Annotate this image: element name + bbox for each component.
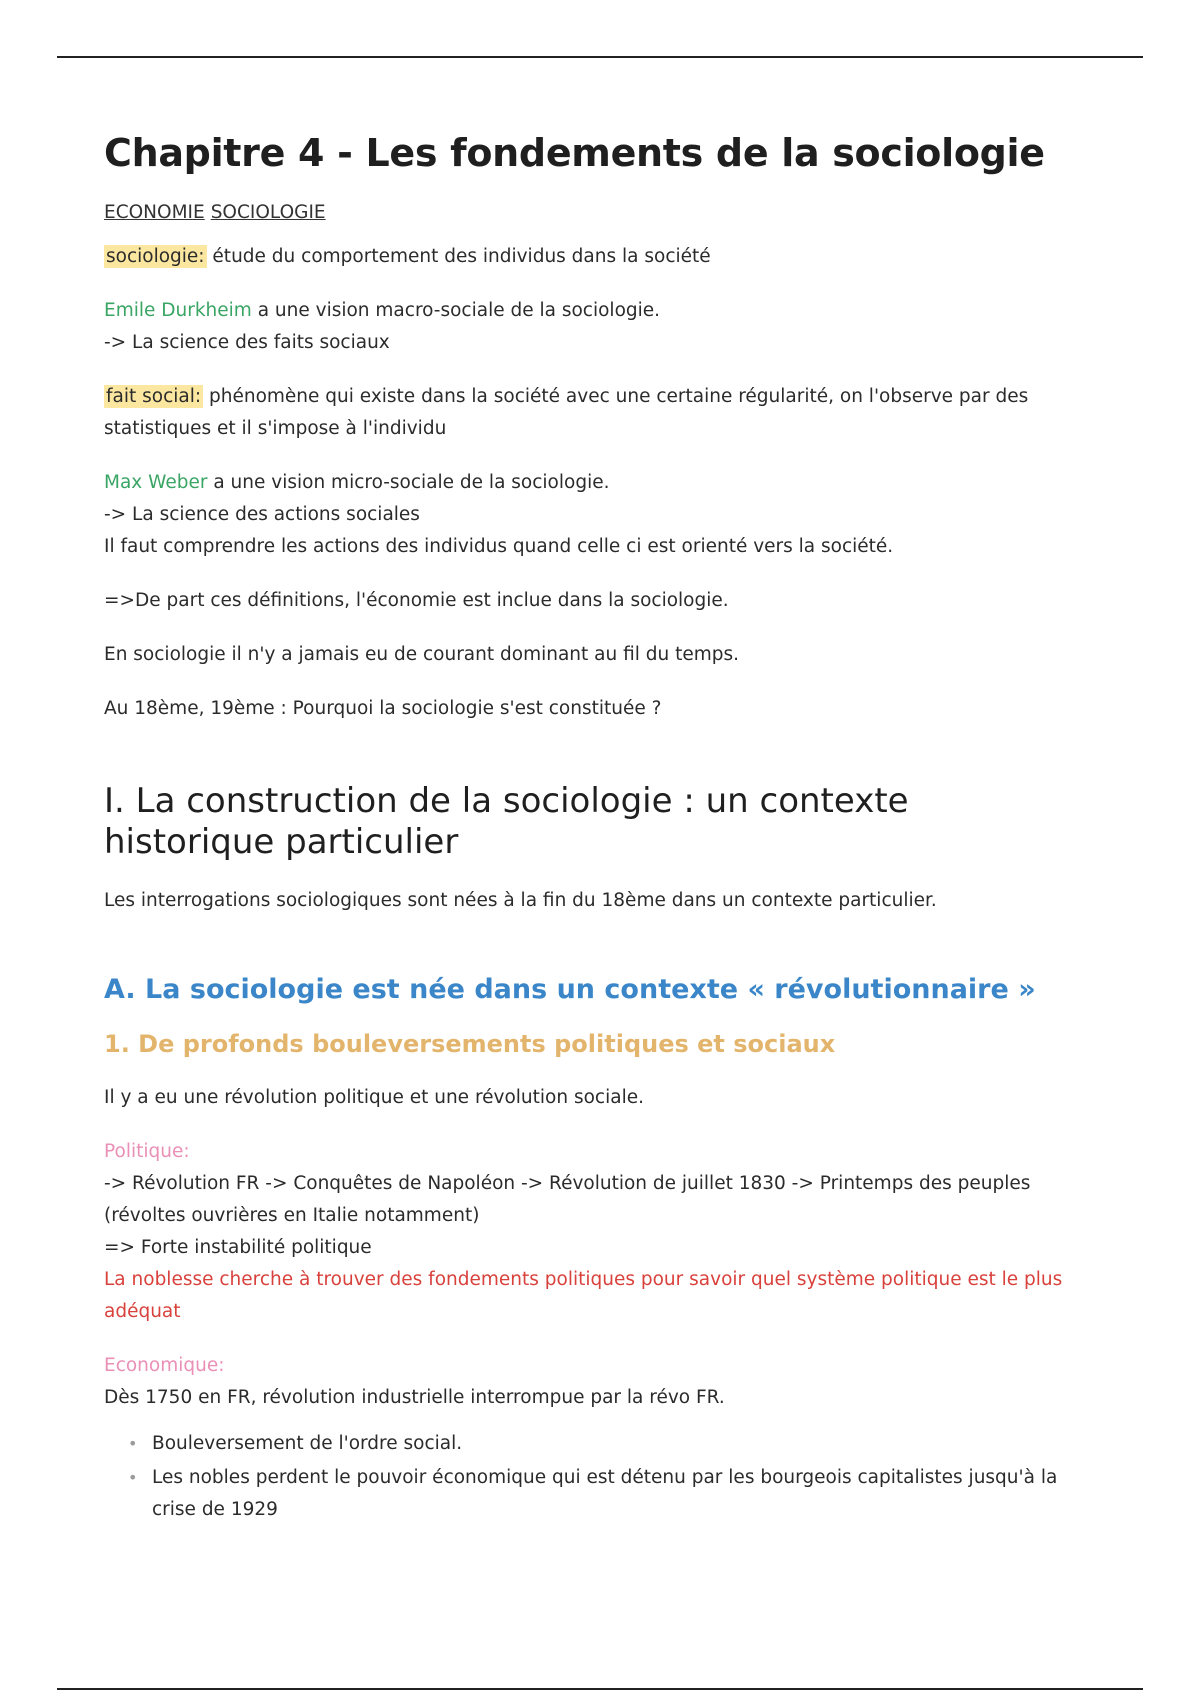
economique-label: Economique:: [104, 1355, 225, 1376]
subsection-1-title: 1. De profonds bouleversements politiques et sociaux: [104, 1030, 836, 1058]
highlighted-term: sociologie:: [106, 246, 205, 267]
bullet-list: [104, 1428, 1084, 1526]
list-item: • Les nobles perdent le pouvoir économique qui est détenu par les bourgeois capitalistes jusqu'à la crise de 1929: [152, 1462, 1084, 1526]
politique-line-1: -> Révolution FR -> Conquêtes de Napoléon -> Révolution de juillet 1830 -> Printemps des peuples (révoltes ouvrières en Italie notamment): [104, 1173, 1031, 1226]
top-divider: [57, 56, 1143, 58]
tag-economie[interactable]: ECONOMIE: [104, 202, 205, 223]
durkheim-arrow: -> La science des faits sociaux: [104, 332, 390, 353]
weber-line: [104, 467, 1084, 499]
definition-sociologie: [104, 241, 1084, 273]
weber-extra: Il faut comprendre les actions des individus quand celle ci est orienté vers la société.: [104, 536, 894, 557]
conclusion: =>De part ces définitions, l'économie est inclue dans la sociologie.: [104, 590, 729, 611]
definition-text: phénomène qui existe dans la société avec une certaine régularité, on l'observe par des statistiques et il s'impose à l'individu: [104, 386, 1029, 439]
subsection-intro: Il y a eu une révolution politique et une révolution sociale.: [104, 1087, 644, 1108]
politique-block: [104, 1136, 1084, 1328]
definition-text: étude du comportement des individus dans la société: [206, 246, 711, 267]
weber-text: a une vision micro-sociale de la sociologie.: [207, 472, 610, 493]
section-title: I. La construction de la sociologie : un contexte historique particulier: [104, 781, 909, 862]
economique-line: Dès 1750 en FR, révolution industrielle interrompue par la révo FR.: [104, 1387, 725, 1408]
author-name: Max Weber: [104, 472, 208, 493]
list-item: • Bouleversement de l'ordre social.: [152, 1428, 1084, 1460]
author-name: Emile Durkheim: [104, 300, 252, 321]
politique-note: La noblesse cherche à trouver des fondements politiques pour savoir quel système politique est le plus adéquat: [104, 1269, 1063, 1322]
highlighted-term: fait social:: [106, 386, 202, 407]
chapter-title: Chapitre 4 - Les fondements de la sociologie: [104, 131, 1045, 175]
bottom-divider: [57, 1688, 1143, 1690]
weber-block: [104, 467, 1084, 563]
subsection-a-title: A. La sociologie est née dans un contexte « révolutionnaire »: [104, 974, 1036, 1005]
tag-sociologie[interactable]: SOCIOLOGIE: [210, 202, 326, 223]
definition-fait-social: [104, 381, 1084, 445]
section-intro: Les interrogations sociologiques sont nées à la fin du 18ème dans un contexte particulier.: [104, 890, 937, 911]
document-body: [104, 128, 1084, 1528]
durkheim-text: a une vision macro-sociale de la sociologie.: [251, 300, 661, 321]
politique-label: Politique:: [104, 1141, 190, 1162]
politique-line-2: => Forte instabilité politique: [104, 1237, 372, 1258]
durkheim-block: [104, 295, 1084, 359]
durkheim-line: [104, 295, 1084, 327]
courant-text: En sociologie il n'y a jamais eu de courant dominant au fil du temps.: [104, 644, 740, 665]
weber-arrow: -> La science des actions sociales: [104, 504, 420, 525]
question-text: Au 18ème, 19ème : Pourquoi la sociologie s'est constituée ?: [104, 698, 662, 719]
tag-list: [104, 202, 1084, 223]
economique-block: [104, 1350, 1084, 1526]
